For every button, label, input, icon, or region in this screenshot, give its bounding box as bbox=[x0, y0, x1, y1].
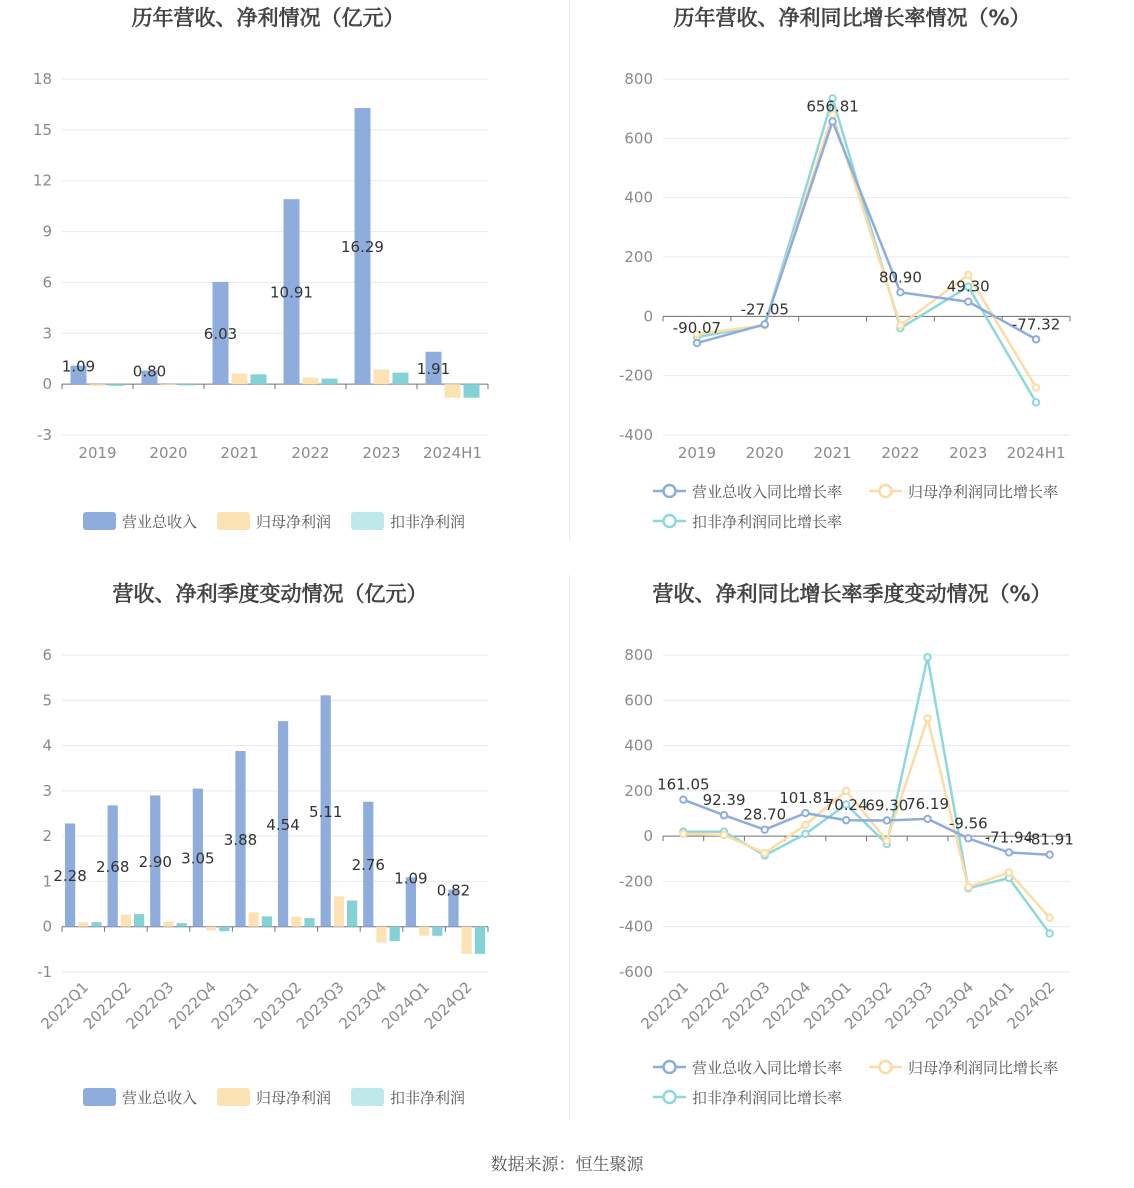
chart-title: 营收、净利季度变动情况（亿元） bbox=[112, 582, 428, 606]
vertical-divider-bottom bbox=[569, 575, 570, 1120]
line-data-label: 161.05 bbox=[657, 775, 710, 794]
chart-2 bbox=[619, 6, 1070, 531]
y-tick-label: 5 bbox=[42, 691, 52, 710]
legend-swatch-1 bbox=[83, 1088, 116, 1106]
x-tick-label: 2024H1 bbox=[1006, 444, 1066, 462]
series-line-3 bbox=[697, 98, 1036, 402]
chart-4 bbox=[619, 582, 1074, 1107]
bar-data-label: 10.91 bbox=[270, 283, 313, 302]
series-point-1 bbox=[965, 299, 971, 305]
series-point-1 bbox=[694, 340, 700, 346]
data-source: 数据来源：恒生聚源 bbox=[490, 1155, 644, 1175]
series-point-1 bbox=[1046, 851, 1052, 857]
series-point-1 bbox=[1033, 336, 1039, 342]
y-tick-label: 6 bbox=[42, 273, 52, 292]
y-tick-label: 0 bbox=[42, 917, 52, 936]
y-tick-label: -200 bbox=[618, 872, 653, 891]
bar-data-label: 2.28 bbox=[53, 867, 87, 886]
x-tick-label: 2019 bbox=[78, 444, 117, 462]
series-point-2 bbox=[802, 822, 808, 828]
series-point-1 bbox=[762, 826, 768, 832]
bar-3 bbox=[219, 927, 229, 932]
legend-label: 营业总收入 bbox=[122, 1089, 198, 1107]
legend-marker-2 bbox=[880, 1061, 892, 1073]
x-tick-label: 2023Q4 bbox=[922, 978, 978, 1033]
x-tick-label: 2024Q1 bbox=[962, 978, 1018, 1033]
bar-3 bbox=[390, 927, 400, 941]
legend-label: 扣非净利润同比增长率 bbox=[692, 513, 843, 531]
bar-data-label: 0.80 bbox=[132, 362, 167, 381]
bar-data-label: 0.82 bbox=[436, 881, 471, 900]
bar-2 bbox=[232, 374, 248, 385]
legend-label: 归母净利润同比增长率 bbox=[908, 483, 1059, 501]
bar-data-label: 2.76 bbox=[351, 856, 385, 875]
legend-label: 扣非净利润 bbox=[390, 513, 466, 531]
y-tick-label: 0 bbox=[643, 827, 653, 846]
line-data-label: 49.30 bbox=[946, 277, 990, 296]
line-data-label: -81.91 bbox=[1025, 830, 1074, 849]
y-tick-label: -3 bbox=[37, 426, 52, 444]
line-data-label: -27.05 bbox=[740, 300, 789, 319]
series-line-2 bbox=[697, 115, 1036, 388]
y-tick-label: 15 bbox=[32, 120, 52, 139]
legend-marker-1 bbox=[664, 1061, 676, 1073]
x-tick-label: 2021 bbox=[813, 444, 852, 462]
series-point-2 bbox=[680, 831, 686, 837]
y-tick-label: 800 bbox=[624, 70, 653, 88]
bar-3 bbox=[347, 900, 357, 926]
vertical-divider-top bbox=[569, 0, 570, 540]
x-tick-label: 2022Q3 bbox=[718, 978, 774, 1033]
legend-label: 归母净利润 bbox=[256, 513, 332, 531]
bar-2 bbox=[90, 384, 106, 386]
series-point-1 bbox=[680, 796, 686, 802]
legend-label: 扣非净利润 bbox=[390, 1089, 466, 1107]
series-point-2 bbox=[1033, 384, 1039, 390]
line-data-label: 101.81 bbox=[779, 789, 832, 808]
line-data-label: -9.56 bbox=[948, 814, 988, 833]
bar-data-label: 4.54 bbox=[266, 815, 300, 834]
line-data-label: -77.32 bbox=[1011, 315, 1061, 334]
y-tick-label: 600 bbox=[624, 129, 653, 148]
bar-data-label: 1.91 bbox=[416, 359, 451, 378]
x-tick-label: 2023Q1 bbox=[800, 978, 855, 1033]
series-point-1 bbox=[762, 321, 768, 327]
line-data-label: 76.19 bbox=[906, 794, 950, 813]
bar-3 bbox=[304, 918, 314, 927]
y-tick-label: 18 bbox=[32, 70, 52, 88]
line-data-label: 80.90 bbox=[878, 268, 922, 287]
line-data-label: 92.39 bbox=[702, 791, 746, 810]
series-point-3 bbox=[924, 654, 930, 660]
legend-label: 归母净利润同比增长率 bbox=[908, 1059, 1059, 1077]
y-tick-label: 4 bbox=[42, 736, 52, 755]
bar-2 bbox=[291, 917, 301, 927]
series-point-1 bbox=[721, 812, 727, 818]
bar-data-label: 16.29 bbox=[341, 238, 384, 257]
y-tick-label: 0 bbox=[643, 307, 653, 326]
legend-swatch-1 bbox=[83, 512, 116, 530]
series-line-2 bbox=[683, 718, 1049, 917]
x-tick-label: 2024H1 bbox=[423, 444, 482, 462]
bar-3 bbox=[180, 384, 196, 385]
x-tick-label: 2024Q2 bbox=[420, 978, 476, 1033]
y-tick-label: 600 bbox=[624, 691, 653, 710]
line-data-label: 28.70 bbox=[743, 805, 787, 824]
bar-3 bbox=[464, 384, 480, 398]
x-tick-label: 2023Q2 bbox=[840, 978, 896, 1033]
series-point-2 bbox=[965, 884, 971, 890]
bar-data-label: 2.68 bbox=[95, 858, 130, 877]
y-tick-label: -400 bbox=[618, 917, 653, 936]
y-tick-label: 3 bbox=[42, 781, 52, 800]
x-tick-label: 2022Q2 bbox=[79, 978, 135, 1033]
legend-label: 归母净利润 bbox=[256, 1089, 332, 1107]
bar-2 bbox=[419, 927, 429, 936]
series-point-1 bbox=[829, 118, 835, 124]
y-tick-label: 400 bbox=[624, 188, 653, 207]
x-tick-label: 2024Q1 bbox=[378, 978, 433, 1033]
series-point-1 bbox=[965, 835, 971, 841]
bar-2 bbox=[303, 378, 319, 384]
legend-label: 扣非净利润同比增长率 bbox=[692, 1089, 843, 1107]
line-data-label: -71.94 bbox=[984, 828, 1034, 847]
bar-2 bbox=[334, 896, 344, 926]
series-point-2 bbox=[884, 837, 890, 843]
bar-2 bbox=[78, 922, 88, 927]
bar-3 bbox=[91, 922, 101, 927]
x-tick-label: 2022Q4 bbox=[759, 978, 815, 1033]
y-tick-label: 2 bbox=[42, 827, 52, 846]
x-tick-label: 2022 bbox=[291, 444, 330, 462]
x-tick-label: 2020 bbox=[149, 444, 188, 462]
y-tick-label: 0 bbox=[42, 375, 52, 394]
legend-marker-1 bbox=[664, 485, 676, 497]
bar-2 bbox=[206, 927, 216, 931]
bar-data-label: 3.05 bbox=[181, 849, 215, 868]
y-tick-label: 12 bbox=[32, 171, 52, 190]
series-point-3 bbox=[1046, 930, 1052, 936]
bar-2 bbox=[376, 927, 386, 943]
x-tick-label: 2022Q2 bbox=[678, 978, 733, 1033]
bar-2 bbox=[121, 914, 131, 926]
x-tick-label: 2022Q3 bbox=[122, 978, 178, 1033]
y-tick-label: 9 bbox=[42, 222, 52, 241]
y-tick-label: 200 bbox=[624, 781, 653, 800]
x-tick-label: 2022Q4 bbox=[165, 978, 220, 1033]
bar-data-label: 2.90 bbox=[138, 853, 172, 872]
y-tick-label: 800 bbox=[624, 646, 653, 664]
series-point-2 bbox=[1006, 869, 1012, 875]
series-point-3 bbox=[802, 831, 808, 837]
x-tick-label: 2022Q1 bbox=[37, 978, 93, 1033]
series-point-2 bbox=[1046, 914, 1052, 920]
chart-title: 历年营收、净利情况（亿元） bbox=[131, 6, 405, 30]
bar-2 bbox=[161, 384, 177, 385]
line-data-label: 656.81 bbox=[806, 97, 859, 116]
bar-2 bbox=[163, 921, 173, 926]
series-point-2 bbox=[762, 850, 768, 856]
bar-2 bbox=[445, 384, 461, 398]
series-point-3 bbox=[1033, 399, 1039, 405]
bar-3 bbox=[393, 373, 409, 385]
bar-3 bbox=[432, 927, 442, 936]
bar-data-label: 1.09 bbox=[394, 869, 428, 888]
legend-marker-3 bbox=[664, 1091, 676, 1103]
x-tick-label: 2023 bbox=[949, 444, 988, 462]
x-tick-label: 2022 bbox=[881, 444, 920, 462]
legend-swatch-2 bbox=[217, 1088, 250, 1106]
y-tick-label: 3 bbox=[42, 324, 52, 343]
series-point-1 bbox=[897, 289, 903, 295]
x-tick-label: 2023Q3 bbox=[292, 978, 348, 1033]
series-point-1 bbox=[843, 817, 849, 823]
bar-3 bbox=[134, 914, 144, 927]
x-tick-label: 2023Q3 bbox=[881, 978, 937, 1033]
bar-2 bbox=[462, 927, 472, 954]
y-tick-label: -200 bbox=[618, 366, 653, 385]
line-data-label: -90.07 bbox=[672, 319, 722, 338]
legend-label: 营业总收入同比增长率 bbox=[692, 483, 843, 501]
bar-3 bbox=[322, 379, 338, 385]
legend-marker-2 bbox=[880, 485, 892, 497]
x-tick-label: 2023Q1 bbox=[207, 978, 263, 1033]
bar-3 bbox=[262, 916, 272, 926]
legend-marker-3 bbox=[664, 515, 676, 527]
bar-3 bbox=[251, 374, 267, 384]
y-tick-label: 200 bbox=[624, 248, 653, 266]
x-tick-label: 2023 bbox=[362, 444, 401, 462]
y-tick-label: 6 bbox=[42, 646, 52, 664]
bar-2 bbox=[249, 912, 259, 926]
legend-label: 营业总收入 bbox=[122, 513, 198, 531]
series-point-2 bbox=[924, 715, 930, 721]
bar-2 bbox=[374, 370, 390, 384]
x-tick-label: 2023Q4 bbox=[335, 978, 391, 1033]
x-tick-label: 2020 bbox=[745, 444, 784, 462]
x-tick-label: 2021 bbox=[220, 444, 259, 462]
line-data-label: 70.24 bbox=[824, 796, 868, 815]
y-tick-label: -1 bbox=[37, 963, 52, 981]
series-point-1 bbox=[1006, 849, 1012, 855]
bar-3 bbox=[475, 927, 485, 954]
y-tick-label: 400 bbox=[624, 736, 653, 755]
chart-3 bbox=[37, 582, 488, 1107]
line-data-label: 69.30 bbox=[865, 796, 909, 815]
series-point-2 bbox=[721, 832, 727, 838]
bar-3 bbox=[177, 923, 187, 927]
x-tick-label: 2023Q2 bbox=[250, 978, 306, 1033]
chart-1 bbox=[33, 6, 488, 531]
y-tick-label: -400 bbox=[618, 426, 653, 444]
series-point-2 bbox=[843, 788, 849, 794]
y-tick-label: 1 bbox=[42, 872, 52, 891]
x-tick-label: 2024Q2 bbox=[1003, 978, 1059, 1033]
legend-label: 营业总收入同比增长率 bbox=[692, 1059, 843, 1077]
bar-data-label: 3.88 bbox=[223, 830, 258, 849]
y-tick-label: -600 bbox=[618, 963, 653, 981]
chart-title: 历年营收、净利同比增长率情况（%） bbox=[673, 6, 1031, 30]
legend-swatch-3 bbox=[351, 512, 384, 530]
x-tick-label: 2019 bbox=[677, 444, 717, 462]
series-point-1 bbox=[884, 817, 890, 823]
series-point-2 bbox=[897, 322, 903, 328]
bar-data-label: 1.09 bbox=[61, 357, 96, 376]
series-point-1 bbox=[802, 810, 808, 816]
chart-title: 营收、净利同比增长率季度变动情况（%） bbox=[652, 582, 1052, 606]
bar-3 bbox=[109, 384, 125, 386]
x-tick-label: 2022Q1 bbox=[637, 978, 693, 1033]
legend-swatch-2 bbox=[217, 512, 250, 530]
legend-swatch-3 bbox=[351, 1088, 384, 1106]
series-point-1 bbox=[924, 816, 930, 822]
bar-data-label: 6.03 bbox=[203, 325, 238, 344]
bar-data-label: 5.11 bbox=[308, 803, 343, 822]
